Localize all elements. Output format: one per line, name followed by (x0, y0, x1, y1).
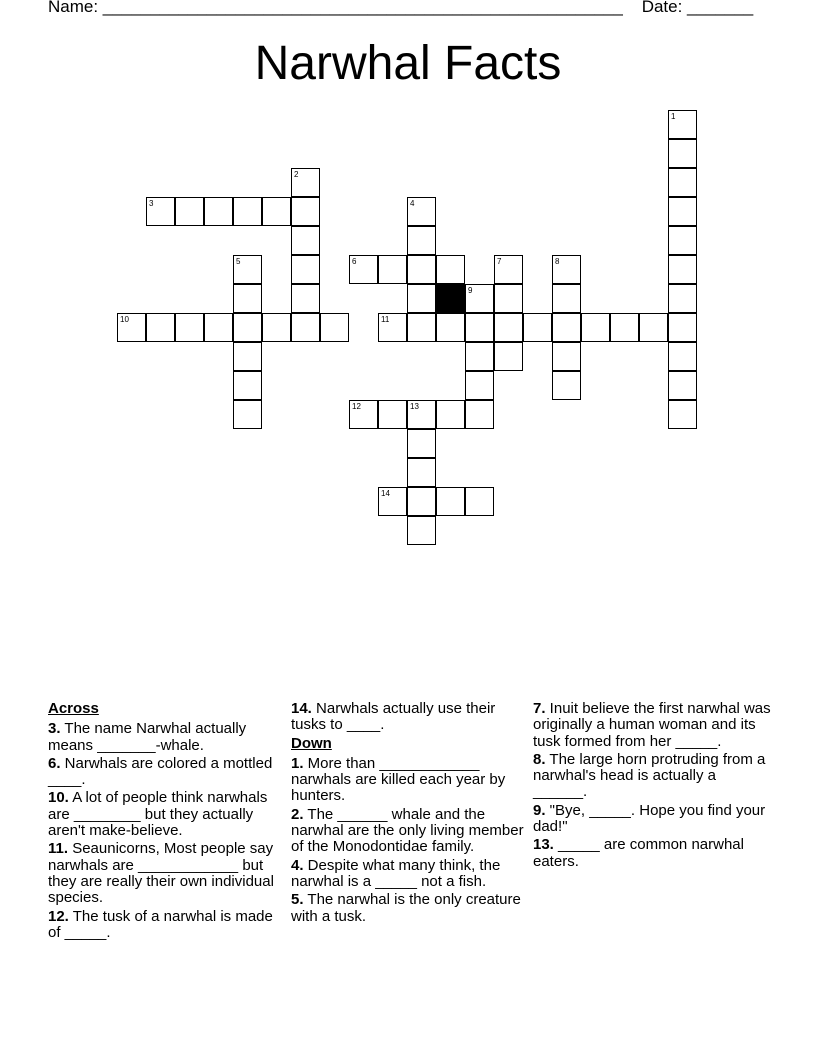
crossword-cell[interactable] (407, 487, 436, 516)
clue-number: 5. (291, 891, 304, 909)
clue-number: 5 (236, 257, 241, 266)
crossword-cell[interactable] (262, 197, 291, 226)
crossword-cell[interactable] (233, 371, 262, 400)
clue-number: 14 (381, 489, 390, 498)
clue-number: 11. (48, 840, 69, 858)
clue-number: 9 (468, 286, 473, 295)
crossword-cell[interactable] (407, 197, 436, 226)
crossword-cell[interactable] (668, 284, 697, 313)
clue-text: More than ____________ narwhals are killed each year by hunters. (291, 754, 506, 805)
clues-column-3 (533, 701, 773, 872)
crossword-cell[interactable] (407, 255, 436, 284)
clue-number: 12 (352, 402, 361, 411)
crossword-cell[interactable] (639, 313, 668, 342)
clue-number: 11 (381, 315, 390, 324)
across-clue-list (48, 721, 283, 941)
crossword-cell[interactable] (291, 226, 320, 255)
clue-number: 2 (294, 170, 299, 179)
clue-text: Narwhals are colored a mottled ____. (48, 754, 273, 789)
clue-number: 1. (291, 754, 304, 772)
clue-text: "Bye, _____. Hope you find your dad!" (533, 801, 766, 836)
clue-number: 2. (291, 805, 304, 823)
crossword-cell[interactable] (291, 255, 320, 284)
crossword-cell[interactable] (668, 371, 697, 400)
clues-column-2 (291, 701, 526, 927)
clue-number: 4 (410, 199, 415, 208)
page-title: Narwhal Facts (254, 37, 562, 90)
crossword-cell[interactable] (436, 255, 465, 284)
clue-text: Inuit believe the first narwhal was originally a human woman and its tusk formed from her _____. (533, 700, 771, 750)
crossword-cell[interactable] (146, 313, 175, 342)
crossword-cell[interactable] (233, 400, 262, 429)
crossword-cell[interactable] (552, 313, 581, 342)
crossword-cell[interactable] (552, 371, 581, 400)
crossword-cell[interactable] (668, 226, 697, 255)
crossword-cell[interactable] (233, 197, 262, 226)
crossword-cell[interactable] (494, 284, 523, 313)
crossword-cell[interactable] (204, 313, 233, 342)
date-line[interactable]: Date: _______ (641, 0, 754, 16)
clue-number: 12. (48, 907, 69, 925)
clue-text: Seaunicorns, Most people say narwhals are ____________ but they are really their own individual species. (48, 840, 274, 907)
clue-number: 10. (48, 789, 69, 807)
down-clue-list (291, 756, 526, 925)
clue-text: The tusk of a narwhal is made of _____. (48, 907, 273, 941)
down-clue (533, 752, 773, 801)
clue-text: The narwhal is the only creature with a tusk. (291, 891, 521, 925)
crossword-cell[interactable] (233, 284, 262, 313)
clue-number: 1 (671, 112, 676, 121)
crossword-cell[interactable] (407, 284, 436, 313)
crossword-cell[interactable] (668, 313, 697, 342)
crossword-cell[interactable] (407, 313, 436, 342)
across-heading: Across (48, 700, 99, 717)
crossword-cell[interactable] (378, 313, 407, 342)
crossword-cell[interactable] (668, 400, 697, 429)
crossword-cell[interactable] (436, 487, 465, 516)
down-clue (533, 701, 773, 750)
crossword-cell[interactable] (291, 197, 320, 226)
clue-number: 4. (291, 856, 304, 874)
clue-number: 8 (555, 257, 560, 266)
clue-number: 3 (149, 199, 154, 208)
crossword-cell[interactable] (668, 110, 697, 139)
crossword-cell[interactable] (436, 313, 465, 342)
across-clue (48, 841, 283, 906)
clue-number: 13 (410, 402, 419, 411)
clue-text: The ______ whale and the narwhal are the only living member of the Monodontidae family. (291, 805, 524, 856)
black-square (436, 284, 465, 313)
crossword-cell[interactable] (668, 139, 697, 168)
clue-number: 6. (48, 754, 61, 772)
crossword-cell[interactable] (610, 313, 639, 342)
clue-text: _____ are common narwhal eaters. (533, 836, 744, 870)
across-clue-list-continued (291, 701, 526, 734)
crossword-cell[interactable] (407, 400, 436, 429)
clue-number: 10 (120, 315, 129, 324)
crossword-cell[interactable] (407, 226, 436, 255)
across-clue (48, 790, 283, 839)
crossword-cell[interactable] (291, 168, 320, 197)
crossword-cell[interactable] (378, 255, 407, 284)
crossword-cell[interactable] (494, 255, 523, 284)
across-clue (48, 909, 283, 942)
crossword-cell[interactable] (465, 284, 494, 313)
crossword-cell[interactable] (407, 458, 436, 487)
crossword-cell[interactable] (494, 313, 523, 342)
crossword-cell[interactable] (407, 516, 436, 545)
crossword-cell[interactable] (465, 342, 494, 371)
down-clue (533, 803, 773, 836)
crossword-cell[interactable] (175, 313, 204, 342)
down-clue (291, 807, 526, 856)
crossword-cell[interactable] (581, 313, 610, 342)
clue-text: Narwhals actually use their tusks to ____. (291, 700, 496, 734)
down-clue (291, 858, 526, 891)
crossword-cell[interactable] (291, 313, 320, 342)
clue-number: 9. (533, 801, 546, 819)
down-clue (291, 892, 526, 925)
header (48, 0, 753, 17)
crossword-cell[interactable] (407, 429, 436, 458)
crossword-cell[interactable] (552, 255, 581, 284)
clue-text: The large horn protruding from a narwhal's head is actually a ______. (533, 750, 766, 801)
crossword-cell[interactable] (204, 197, 233, 226)
clue-number: 3. (48, 720, 61, 738)
crossword-cell[interactable] (378, 400, 407, 429)
crossword-cell[interactable] (233, 255, 262, 284)
clue-number: 7 (497, 257, 502, 266)
down-heading: Down (291, 734, 332, 752)
down-clue (291, 756, 526, 805)
crossword-cell[interactable] (291, 284, 320, 313)
clue-number: 14. (291, 700, 312, 717)
crossword-cell[interactable] (175, 197, 204, 226)
across-clue (291, 701, 526, 734)
crossword-cell[interactable] (146, 197, 175, 226)
crossword-cell[interactable] (378, 487, 407, 516)
crossword-cell[interactable] (523, 313, 552, 342)
crossword-cell[interactable] (320, 313, 349, 342)
clue-number: 8. (533, 750, 546, 768)
clue-number: 13. (533, 836, 554, 854)
clue-number: 7. (533, 700, 546, 717)
crossword-cell[interactable] (233, 313, 262, 342)
crossword-cell[interactable] (233, 342, 262, 371)
down-clue (533, 837, 773, 870)
crossword-cell[interactable] (465, 400, 494, 429)
crossword-cell[interactable] (668, 342, 697, 371)
crossword-cell[interactable] (552, 284, 581, 313)
clue-text: A lot of people think narwhals are ________ but they actually aren't make-believe. (48, 789, 268, 840)
crossword-cell[interactable] (349, 255, 378, 284)
across-clue (48, 756, 283, 789)
clue-text: Despite what many think, the narwhal is a _____ not a fish. (291, 856, 501, 890)
crossword-cell[interactable] (668, 255, 697, 284)
crossword-cell[interactable] (262, 313, 291, 342)
clues-column-1 (48, 701, 283, 943)
across-clue (48, 721, 283, 754)
crossword-cell[interactable] (117, 313, 146, 342)
crossword-cell[interactable] (465, 487, 494, 516)
crossword-cell[interactable] (465, 371, 494, 400)
crossword-cell[interactable] (668, 168, 697, 197)
crossword-cell[interactable] (668, 197, 697, 226)
crossword-cell[interactable] (494, 342, 523, 371)
crossword-cell[interactable] (436, 400, 465, 429)
crossword-cell[interactable] (552, 342, 581, 371)
crossword-cell[interactable] (349, 400, 378, 429)
down-clue-list-continued (533, 701, 773, 870)
name-line[interactable]: Name: _______________________________________________________ (48, 0, 623, 16)
clue-number: 6 (352, 257, 357, 266)
clue-text: The name Narwhal actually means _______-whale. (48, 720, 247, 754)
crossword-cell[interactable] (465, 313, 494, 342)
